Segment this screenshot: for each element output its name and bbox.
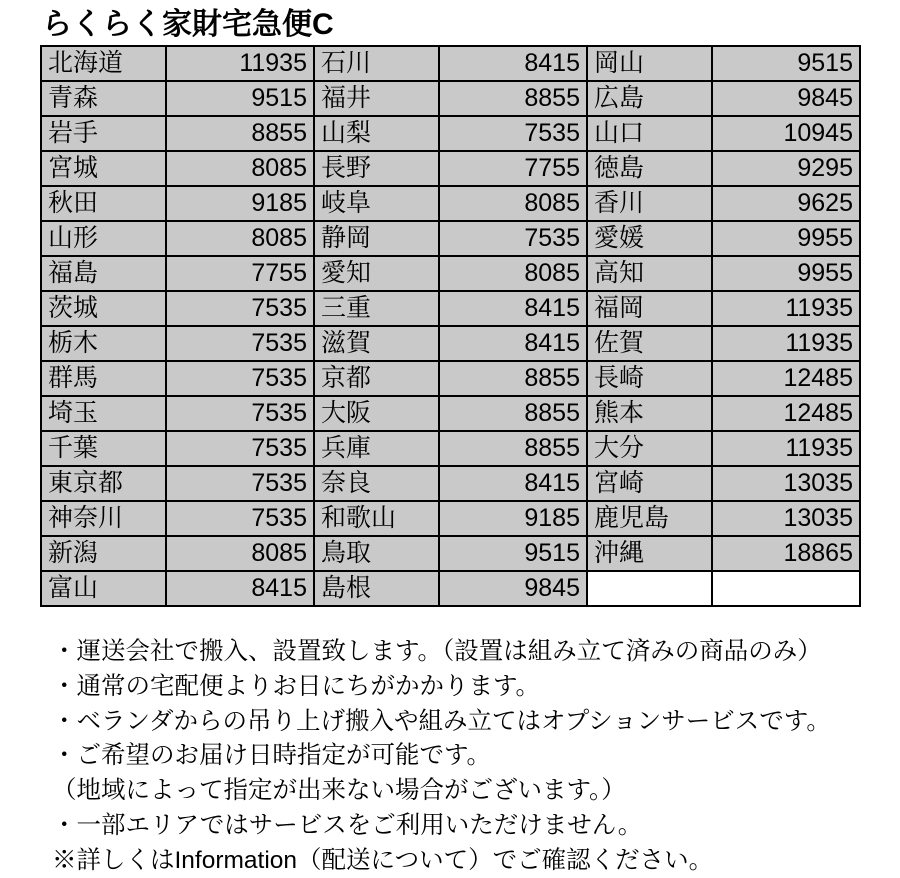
price-cell: 9845 bbox=[712, 81, 860, 116]
price-cell: 8085 bbox=[439, 186, 587, 221]
price-cell: 7535 bbox=[439, 116, 587, 151]
page-title: らくらく家財宅急便C bbox=[42, 8, 334, 41]
region-cell: 千葉 bbox=[41, 431, 166, 466]
region-cell: 岐阜 bbox=[314, 186, 439, 221]
price-cell: 9185 bbox=[166, 186, 314, 221]
note-item: ・一部エリアではサービスをご利用いただけません。 bbox=[52, 811, 643, 839]
price-cell: 8855 bbox=[439, 431, 587, 466]
region-cell: 滋賀 bbox=[314, 326, 439, 361]
table-row bbox=[41, 536, 860, 571]
region-cell: 富山 bbox=[41, 571, 166, 606]
table-row bbox=[41, 46, 860, 81]
price-cell: 9515 bbox=[439, 536, 587, 571]
region-cell: 和歌山 bbox=[314, 501, 439, 536]
price-cell: 9955 bbox=[712, 256, 860, 291]
table-row bbox=[41, 291, 860, 326]
region-cell: 静岡 bbox=[314, 221, 439, 256]
price-cell: 11935 bbox=[166, 46, 314, 81]
price-cell: 12485 bbox=[712, 361, 860, 396]
price-cell: 8085 bbox=[166, 221, 314, 256]
price-cell: 8415 bbox=[439, 291, 587, 326]
price-cell: 13035 bbox=[712, 501, 860, 536]
price-cell: 8085 bbox=[166, 536, 314, 571]
price-cell: 11935 bbox=[712, 431, 860, 466]
price-cell: 18865 bbox=[712, 536, 860, 571]
table-row bbox=[41, 396, 860, 431]
region-cell: 熊本 bbox=[587, 396, 712, 431]
note-item: ・ご希望のお届け日時指定が可能です。 bbox=[52, 742, 492, 770]
price-cell: 8415 bbox=[439, 46, 587, 81]
table-row bbox=[41, 186, 860, 221]
empty-cell bbox=[712, 571, 860, 606]
price-cell: 7535 bbox=[166, 396, 314, 431]
price-cell: 7535 bbox=[166, 291, 314, 326]
region-cell: 愛媛 bbox=[587, 221, 712, 256]
region-cell: 徳島 bbox=[587, 151, 712, 186]
notes-list bbox=[52, 635, 880, 878]
region-cell: 大分 bbox=[587, 431, 712, 466]
price-cell: 8415 bbox=[166, 571, 314, 606]
region-cell: 島根 bbox=[314, 571, 439, 606]
price-cell: 7535 bbox=[439, 221, 587, 256]
region-cell: 長野 bbox=[314, 151, 439, 186]
region-cell: 長崎 bbox=[587, 361, 712, 396]
table-row bbox=[41, 151, 860, 186]
region-cell: 鳥取 bbox=[314, 536, 439, 571]
table-row bbox=[41, 571, 860, 606]
note-item: ・運送会社で搬入、設置致します。（設置は組み立て済みの商品のみ） bbox=[52, 638, 822, 665]
table-row bbox=[41, 256, 860, 291]
price-cell: 8855 bbox=[439, 396, 587, 431]
region-cell: 茨城 bbox=[41, 291, 166, 326]
price-cell: 8415 bbox=[439, 326, 587, 361]
price-cell: 12485 bbox=[712, 396, 860, 431]
region-cell: 佐賀 bbox=[587, 326, 712, 361]
region-cell: 京都 bbox=[314, 361, 439, 396]
region-cell: 山形 bbox=[41, 221, 166, 256]
price-cell: 9515 bbox=[166, 81, 314, 116]
shipping-fee-table bbox=[40, 45, 861, 607]
price-cell: 9955 bbox=[712, 221, 860, 256]
price-cell: 9625 bbox=[712, 186, 860, 221]
region-cell: 山梨 bbox=[314, 116, 439, 151]
price-cell: 8855 bbox=[439, 81, 587, 116]
region-cell: 岩手 bbox=[41, 116, 166, 151]
region-cell: 宮崎 bbox=[587, 466, 712, 501]
empty-cell bbox=[587, 571, 712, 606]
price-cell: 7535 bbox=[166, 466, 314, 501]
price-cell: 7755 bbox=[166, 256, 314, 291]
region-cell: 宮城 bbox=[41, 151, 166, 186]
price-cell: 11935 bbox=[712, 291, 860, 326]
region-cell: 沖縄 bbox=[587, 536, 712, 571]
region-cell: 新潟 bbox=[41, 536, 166, 571]
price-cell: 7535 bbox=[166, 361, 314, 396]
region-cell: 神奈川 bbox=[41, 501, 166, 536]
price-cell: 8415 bbox=[439, 466, 587, 501]
region-cell: 三重 bbox=[314, 291, 439, 326]
price-cell: 9185 bbox=[439, 501, 587, 536]
table-row bbox=[41, 501, 860, 536]
price-cell: 8085 bbox=[166, 151, 314, 186]
region-cell: 石川 bbox=[314, 46, 439, 81]
region-cell: 岡山 bbox=[587, 46, 712, 81]
price-cell: 9515 bbox=[712, 46, 860, 81]
region-cell: 山口 bbox=[587, 116, 712, 151]
region-cell: 秋田 bbox=[41, 186, 166, 221]
region-cell: 東京都 bbox=[41, 466, 166, 501]
region-cell: 奈良 bbox=[314, 466, 439, 501]
region-cell: 福井 bbox=[314, 81, 439, 116]
region-cell: 広島 bbox=[587, 81, 712, 116]
price-cell: 8855 bbox=[439, 361, 587, 396]
region-cell: 栃木 bbox=[41, 326, 166, 361]
region-cell: 北海道 bbox=[41, 46, 166, 81]
price-cell: 7535 bbox=[166, 431, 314, 466]
region-cell: 埼玉 bbox=[41, 396, 166, 431]
region-cell: 大阪 bbox=[314, 396, 439, 431]
table-row bbox=[41, 326, 860, 361]
region-cell: 香川 bbox=[587, 186, 712, 221]
note-item: ・通常の宅配便よりお日にちがかかります。 bbox=[52, 672, 541, 700]
price-cell: 7535 bbox=[166, 326, 314, 361]
price-cell: 9845 bbox=[439, 571, 587, 606]
table-row bbox=[41, 431, 860, 466]
price-cell: 13035 bbox=[712, 466, 860, 501]
price-cell: 10945 bbox=[712, 116, 860, 151]
region-cell: 愛知 bbox=[314, 256, 439, 291]
region-cell: 群馬 bbox=[41, 361, 166, 396]
price-cell: 7755 bbox=[439, 151, 587, 186]
price-cell: 9295 bbox=[712, 151, 860, 186]
region-cell: 青森 bbox=[41, 81, 166, 116]
table-row bbox=[41, 116, 860, 151]
region-cell: 福岡 bbox=[587, 291, 712, 326]
region-cell: 鹿児島 bbox=[587, 501, 712, 536]
table-row bbox=[41, 361, 860, 396]
region-cell: 高知 bbox=[587, 256, 712, 291]
table-row bbox=[41, 466, 860, 501]
region-cell: 兵庫 bbox=[314, 431, 439, 466]
note-item: ・ベランダからの吊り上げ搬入や組み立てはオプションサービスです。 bbox=[52, 707, 831, 735]
note-item: （地域によって指定が出来ない場合がございます。） bbox=[52, 777, 626, 805]
price-cell: 8085 bbox=[439, 256, 587, 291]
table-row bbox=[41, 221, 860, 256]
table-body bbox=[41, 46, 860, 606]
price-cell: 11935 bbox=[712, 326, 860, 361]
price-cell: 7535 bbox=[166, 501, 314, 536]
table-row bbox=[41, 81, 860, 116]
price-cell: 8855 bbox=[166, 116, 314, 151]
region-cell: 福島 bbox=[41, 256, 166, 291]
note-item: ※詳しくはInformation（配送について）でご確認ください。 bbox=[52, 846, 714, 874]
